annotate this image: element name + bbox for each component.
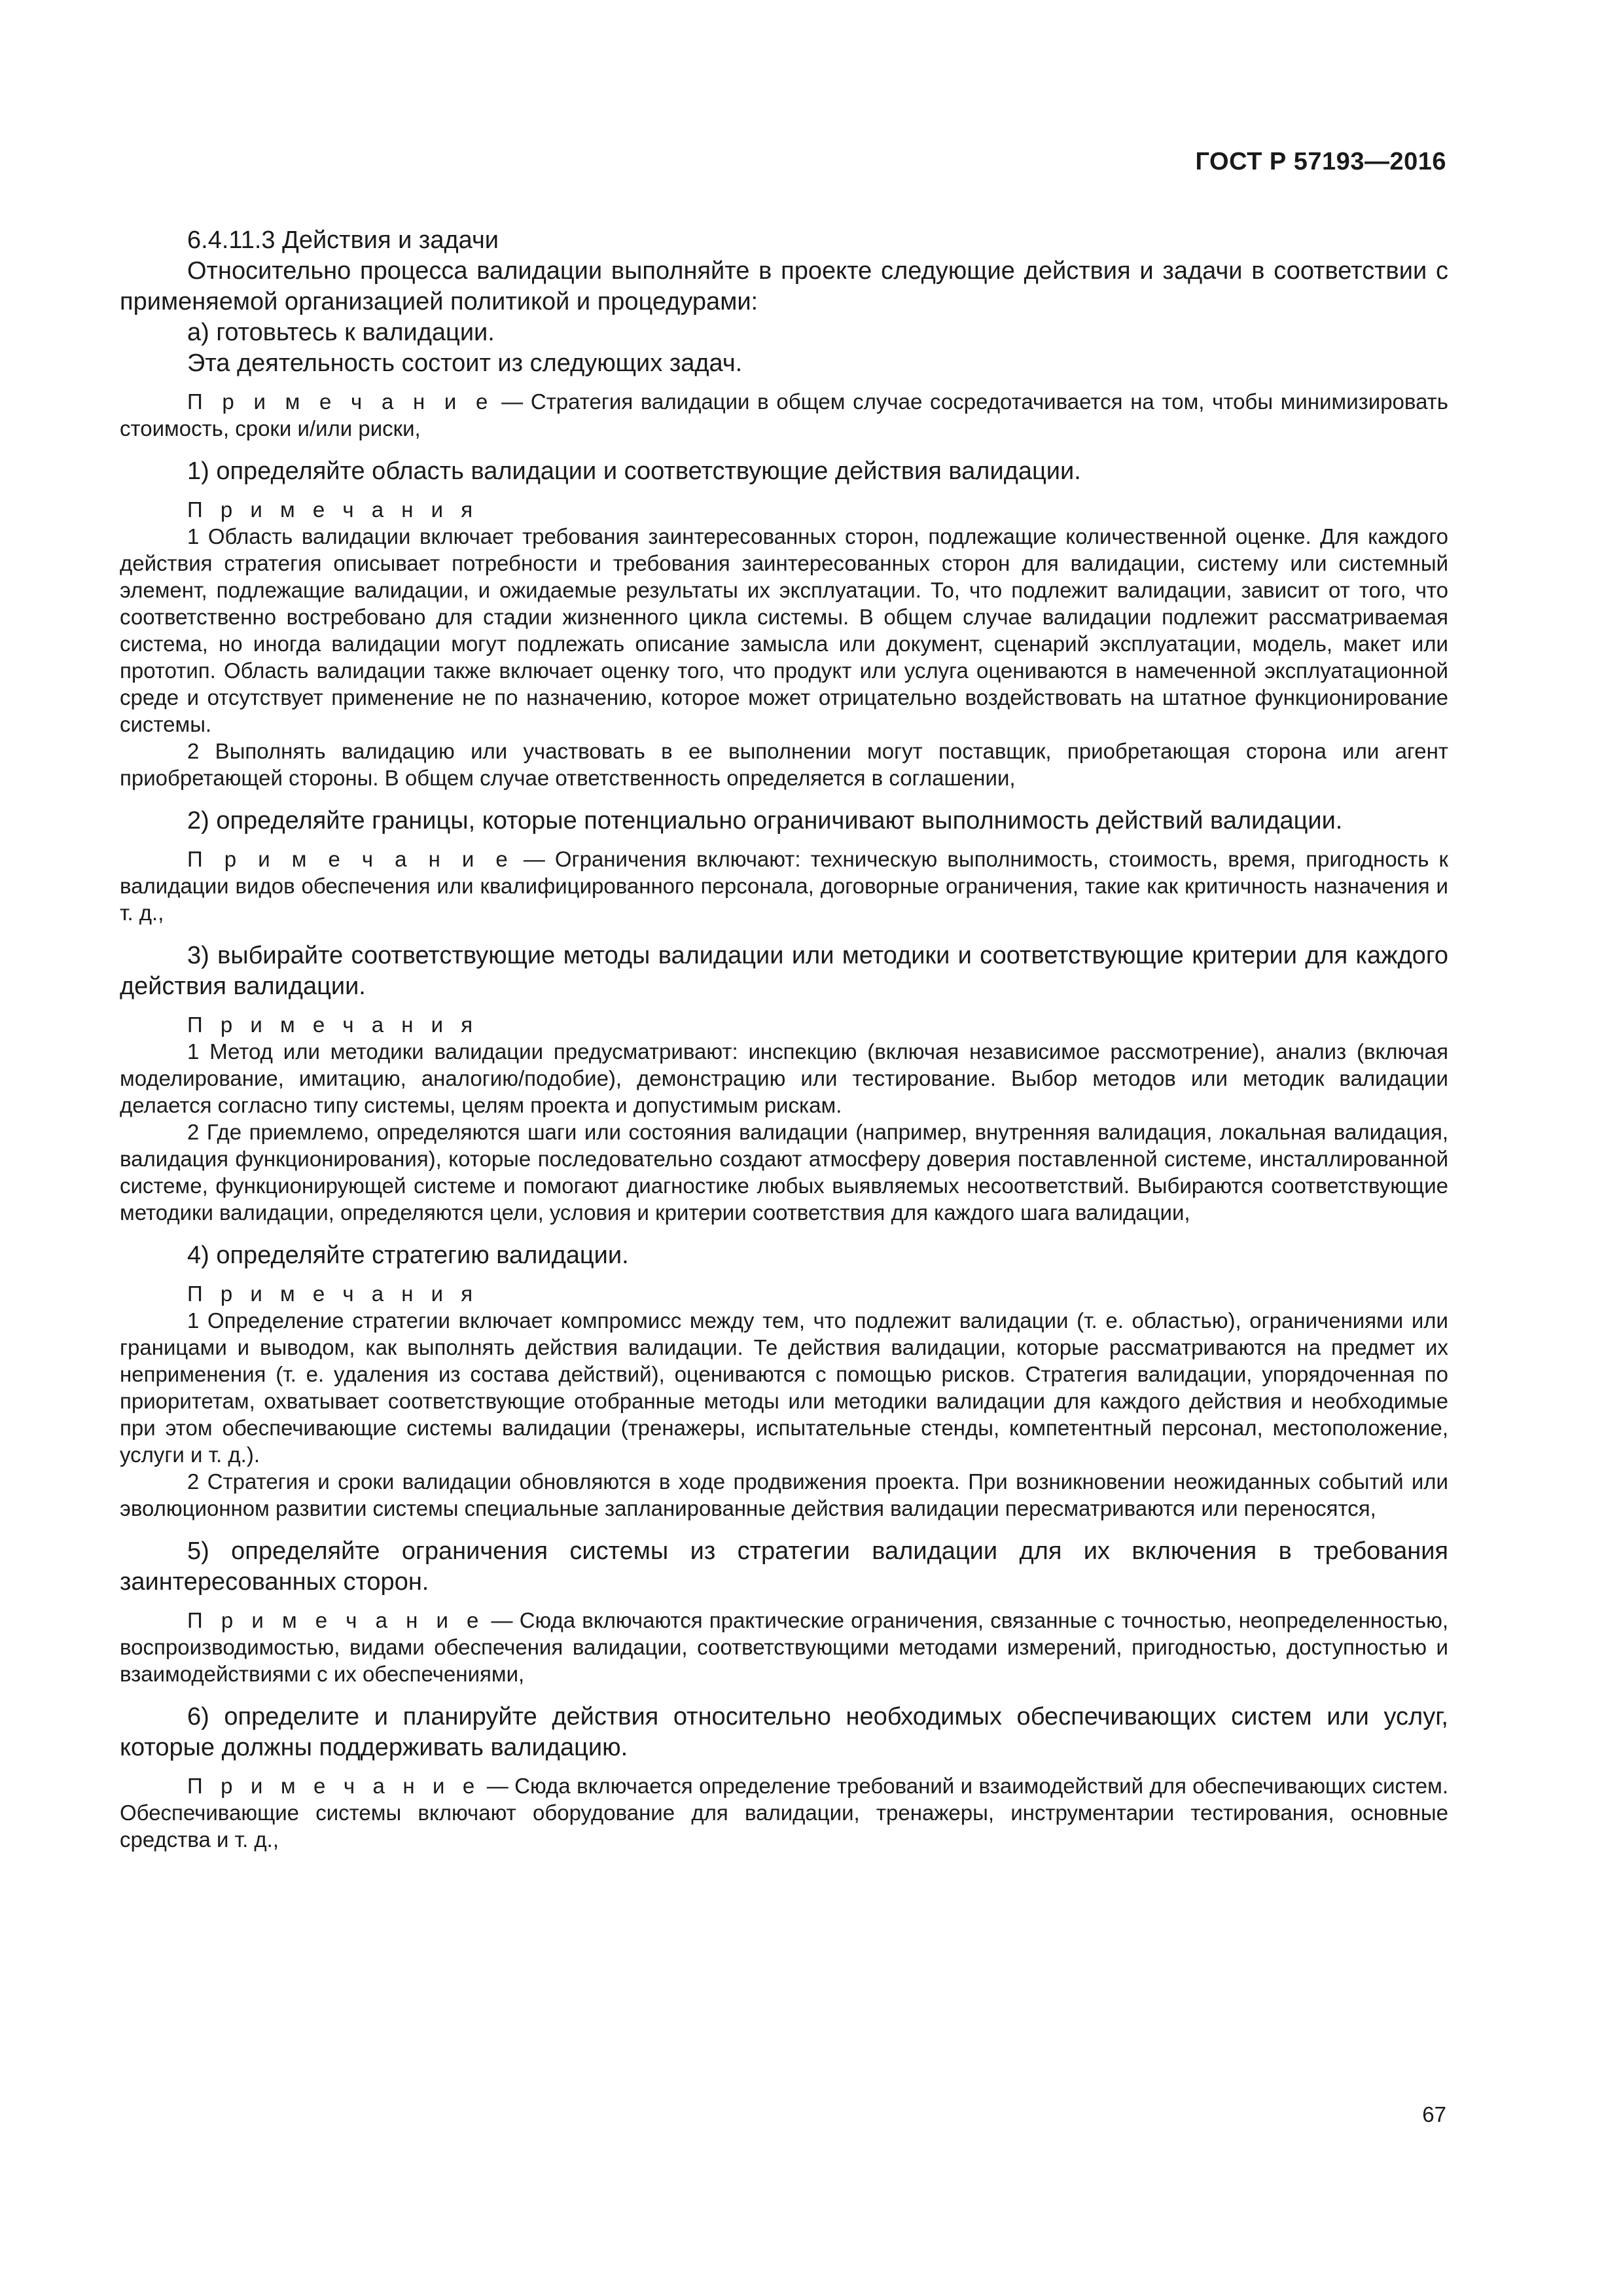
- note-label: П р и м е ч а н и е: [187, 847, 514, 871]
- task-item: 2) определяйте границы, которые потенциально ограничивают выполнимость действий валидации.: [187, 807, 1343, 834]
- note-text: — Стратегия валидации в общем случае сосредотачивается на том, чтобы минимизировать стоимость, сроки и/или риски,: [120, 389, 1449, 440]
- section-title: 6.4.11.3 Действия и задачи: [187, 226, 499, 254]
- task-item: 1) определяйте область валидации и соответствующие действия валидации.: [187, 457, 1081, 485]
- page-content: [120, 225, 1448, 1853]
- notes-label: П р и м е ч а н и я: [187, 1013, 479, 1037]
- page-number: 67: [1422, 2102, 1446, 2126]
- activity-a: a) готовьтесь к валидации.: [187, 319, 495, 346]
- note-text: — Ограничения включают: техническую выполнимость, стоимость, время, пригодность к валидации видов обеспечения или квалифицированного персонала, договорные ограничения, такие как критичность назначения и т. д.,: [120, 847, 1448, 925]
- task-note: [120, 1772, 1448, 1853]
- activity-description: Эта деятельность состоит из следующих задач.: [187, 350, 743, 377]
- note-label: П р и м е ч а н и е: [187, 1608, 485, 1632]
- section-intro: Относительно процесса валидации выполняйте в проекте следующие действия и задачи в соответствии с применяемой организацией политикой и процедурами:: [120, 257, 1448, 315]
- notes-label: П р и м е ч а н и я: [187, 497, 479, 522]
- note-paragraph: 2 Стратегия и сроки валидации обновляются в ходе продвижения проекта. При возникновении неожиданных событий или эволюционном развитии системы специальные запланированные действия валидации пересматриваются или переносятся,: [120, 1469, 1448, 1520]
- task-note: [120, 1607, 1448, 1687]
- task-item: 6) определите и планируйте действия относительно необходимых обеспечивающих систем или услуг, которые должны поддерживать валидацию.: [120, 1703, 1448, 1761]
- note-paragraph: 2 Где приемлемо, определяются шаги или состояния валидации (например, внутренняя валидация, локальная валидация, валидация функционирования), которые последовательно создают атмосферу доверия поставленной системе, инсталлированной системе, функционирующей системе и помогают диагностике любых выявляемых несоответствий. Выбираются соответствующие методики валидации, определяются цели, условия и критерии соответствия для каждого шага валидации,: [120, 1120, 1448, 1225]
- note-text: — Сюда включается определение требований и взаимодействий для обеспечивающих систем. Обеспечивающие системы включают оборудование для валидации, тренажеры, инструментарии тестирования, основные средства и т. д.,: [120, 1774, 1448, 1852]
- task-item: 5) определяйте ограничения системы из стратегии валидации для их включения в требования заинтересованных сторон.: [120, 1537, 1448, 1596]
- task-item: 4) определяйте стратегию валидации.: [187, 1242, 629, 1269]
- document-standard-header: ГОСТ Р 57193—2016: [1195, 148, 1446, 175]
- note-paragraph: 1 Определение стратегии включает компромисс между тем, что подлежит валидации (т. е. областью), ограничениями или границами и выводом, как выполнять действия валидации. Те действия валидации, которые рассматриваются на предмет их неприменения (т. е. удаления из состава действий), оцениваются с помощью рисков. Стратегия валидации, упорядоченная по приоритетам, охватывает соответствующие отобранные методы или методики валидации для каждого действия и необходимые при этом обеспечивающие системы валидации (тренажеры, испытательные стенды, компетентный персонал, местоположение, услуги и т. д.).: [120, 1308, 1448, 1467]
- task-note: [120, 846, 1448, 926]
- intro-note: [120, 388, 1448, 442]
- notes-label: П р и м е ч а н и я: [187, 1282, 479, 1306]
- note-paragraph: 1 Метод или методики валидации предусматривают: инспекцию (включая независимое рассмотрение), анализ (включая моделирование, имитацию, аналогию/подобие), демонстрацию или тестирование. Выбор методов или методик валидации делается согласно типу системы, целям проекта и допустимым рискам.: [120, 1039, 1448, 1117]
- task-item: 3) выбирайте соответствующие методы валидации или методики и соответствующие критерии для каждого действия валидации.: [120, 942, 1448, 1000]
- note-paragraph: 1 Область валидации включает требования заинтересованных сторон, подлежащие количественной оценке. Для каждого действия стратегия описывает потребности и требования заинтересованных сторон для валидации, систему или системный элемент, подлежащие валидации, и ожидаемые результаты их эксплуатации. То, что подлежит валидации, зависит от того, что соответственно востребовано для стадии жизненного цикла системы. В общем случае валидации подлежит рассматриваемая система, но иногда валидации могут подлежать описание замысла или документ, сценарий эксплуатации, модель, макет или прототип. Область валидации также включает оценку того, что продукт или услуга оцениваются в намеченной эксплуатационной среде и отсутствует применение не по назначению, которое может отрицательно воздействовать на штатное функционирование системы.: [120, 524, 1448, 736]
- note-text: — Сюда включаются практические ограничения, связанные с точностью, неопределенностью, воспроизводимостью, видами обеспечения валидации, соответствующими методами измерений, пригодностью, доступностью и взаимодействиями с их обеспечениями,: [120, 1608, 1448, 1686]
- note-paragraph: 2 Выполнять валидацию или участвовать в ее выполнении могут поставщик, приобретающая сторона или агент приобретающей стороны. В общем случае ответственность определяется в соглашении,: [120, 739, 1448, 790]
- note-label: П р и м е ч а н и е: [187, 1774, 481, 1798]
- note-label: П р и м е ч а н и е: [187, 389, 494, 414]
